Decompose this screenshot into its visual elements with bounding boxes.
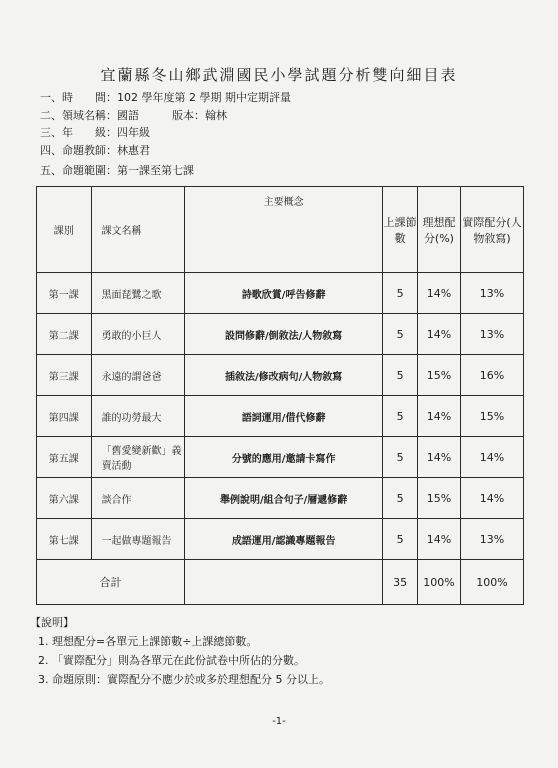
ideal-cell: 14% — [417, 396, 460, 437]
hours-cell: 5 — [383, 478, 418, 519]
concept-cell: 舉例說明/組合句子/層遞修辭 — [184, 478, 382, 519]
analysis-table — [36, 186, 524, 605]
info-grade: 三、年 級：四年級 — [40, 126, 150, 139]
actual-cell: 13% — [460, 314, 523, 355]
info-time: 一、時 間：102 學年度第 2 學期 期中定期評量 — [40, 91, 291, 104]
ideal-cell: 14% — [417, 437, 460, 478]
actual-cell: 13% — [460, 519, 523, 560]
notes-heading: 【說明】 — [30, 616, 74, 629]
table-row — [37, 478, 524, 519]
lesson-cell: 第六課 — [37, 478, 92, 519]
ideal-cell: 15% — [417, 355, 460, 396]
text-name-cell: 永遠的謂爸爸 — [91, 355, 184, 396]
lesson-cell: 第三課 — [37, 355, 92, 396]
table-row — [37, 273, 524, 314]
lesson-cell: 第二課 — [37, 314, 92, 355]
lesson-cell: 第四課 — [37, 396, 92, 437]
table-row — [37, 355, 524, 396]
actual-cell: 16% — [460, 355, 523, 396]
table-row — [37, 437, 524, 478]
total-hours: 35 — [383, 560, 418, 605]
actual-cell: 14% — [460, 478, 523, 519]
concept-cell: 語詞運用/借代修辭 — [184, 396, 382, 437]
note-item: 1. 理想配分=各單元上課節數÷上課總節數。 — [38, 635, 258, 648]
table-header-row — [37, 187, 524, 273]
info-scope: 五、命題範圍：第一課至第七課 — [40, 164, 194, 177]
concept-cell: 插敘法/修改病句/人物敘寫 — [184, 355, 382, 396]
header-ideal: 理想配分(%) — [417, 187, 460, 273]
note-item: 2. 「實際配分」則為各單元在此份試卷中所佔的分數。 — [38, 654, 305, 667]
info-domain: 二、領域名稱：國語 版本：翰林 — [40, 109, 227, 122]
text-name-cell: 「舊愛變新歡」義賣活動 — [91, 437, 184, 478]
lesson-cell: 第五課 — [37, 437, 92, 478]
text-name-cell: 誰的功勞最大 — [91, 396, 184, 437]
ideal-cell: 14% — [417, 314, 460, 355]
total-concept-cell — [184, 560, 382, 605]
hours-cell: 5 — [383, 396, 418, 437]
lesson-cell: 第一課 — [37, 273, 92, 314]
header-lesson: 課別 — [37, 187, 92, 273]
text-name-cell: 談合作 — [91, 478, 184, 519]
hours-cell: 5 — [383, 437, 418, 478]
header-concept: 主要概念 — [184, 187, 382, 273]
hours-cell: 5 — [383, 314, 418, 355]
header-text-name: 課文名稱 — [91, 187, 184, 273]
text-name-cell: 一起做專題報告 — [91, 519, 184, 560]
concept-cell: 分號的應用/邀請卡寫作 — [184, 437, 382, 478]
header-actual: 實際配分(人物敘寫) — [460, 187, 523, 273]
hours-cell: 5 — [383, 273, 418, 314]
table-row — [37, 314, 524, 355]
document-title: 宜蘭縣冬山鄉武淵國民小學試題分析雙向細目表 — [100, 66, 458, 84]
text-name-cell: 黑面琵鷺之歌 — [91, 273, 184, 314]
lesson-cell: 第七課 — [37, 519, 92, 560]
hours-cell: 5 — [383, 519, 418, 560]
page-number: -1- — [272, 716, 286, 727]
total-row — [37, 560, 524, 605]
table-row — [37, 396, 524, 437]
total-actual: 100% — [460, 560, 523, 605]
concept-cell: 詩歌欣賞/呼告修辭 — [184, 273, 382, 314]
actual-cell: 15% — [460, 396, 523, 437]
hours-cell: 5 — [383, 355, 418, 396]
concept-cell: 設問修辭/倒敘法/人物敘寫 — [184, 314, 382, 355]
total-label: 合計 — [37, 560, 185, 605]
ideal-cell: 14% — [417, 519, 460, 560]
total-ideal: 100% — [417, 560, 460, 605]
table-row — [37, 519, 524, 560]
actual-cell: 14% — [460, 437, 523, 478]
header-hours: 上課節數 — [383, 187, 418, 273]
note-item: 3. 命題原則：實際配分不應少於或多於理想配分 5 分以上。 — [38, 673, 330, 686]
ideal-cell: 15% — [417, 478, 460, 519]
info-teacher: 四、命題教師：林惠君 — [40, 144, 150, 157]
actual-cell: 13% — [460, 273, 523, 314]
text-name-cell: 勇敢的小巨人 — [91, 314, 184, 355]
concept-cell: 成語運用/認識專題報告 — [184, 519, 382, 560]
ideal-cell: 14% — [417, 273, 460, 314]
